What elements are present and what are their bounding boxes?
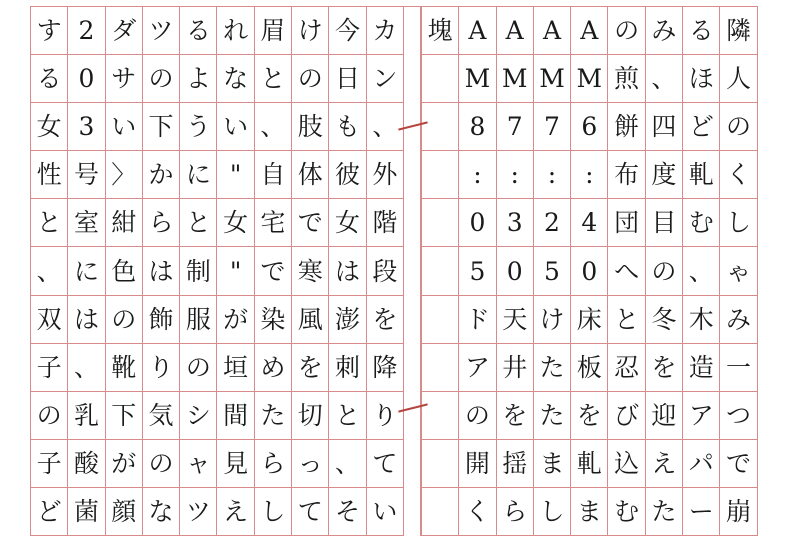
manuscript-cell: に bbox=[68, 247, 104, 295]
manuscript-cell: M bbox=[534, 55, 570, 103]
manuscript-cell: ゃ bbox=[720, 247, 756, 295]
manuscript-cell: 0 bbox=[459, 199, 495, 247]
manuscript-cell: ド bbox=[459, 296, 495, 344]
manuscript-cell: 軋 bbox=[683, 151, 719, 199]
manuscript-cell: 2 bbox=[534, 199, 570, 247]
manuscript-cell: M bbox=[497, 55, 533, 103]
manuscript-cell: 風 bbox=[292, 296, 328, 344]
manuscript-cell: " bbox=[217, 247, 253, 295]
manuscript-cell: 4 bbox=[571, 199, 607, 247]
manuscript-cell: を bbox=[571, 392, 607, 440]
manuscript-cell: 7 bbox=[534, 103, 570, 151]
manuscript-cell: で bbox=[720, 440, 756, 488]
manuscript-cell: 間 bbox=[217, 392, 253, 440]
manuscript-column bbox=[216, 7, 253, 536]
manuscript-cell: 5 bbox=[534, 247, 570, 295]
manuscript-column bbox=[105, 7, 142, 536]
manuscript-cell: ほ bbox=[683, 55, 719, 103]
manuscript-cell-empty bbox=[422, 440, 458, 488]
manuscript-cell: 人 bbox=[720, 55, 756, 103]
manuscript-cell-empty bbox=[422, 344, 458, 392]
manuscript-cell: よ bbox=[180, 55, 216, 103]
manuscript-cell: 子 bbox=[31, 440, 67, 488]
manuscript-cell: 、 bbox=[329, 440, 365, 488]
manuscript-cell: 布 bbox=[608, 151, 644, 199]
manuscript-cell: つ bbox=[720, 392, 756, 440]
manuscript-cell: ま bbox=[534, 440, 570, 488]
manuscript-cell: 号 bbox=[68, 151, 104, 199]
manuscript-cell: カ bbox=[367, 7, 403, 55]
manuscript-cell: の bbox=[31, 392, 67, 440]
manuscript-cell: な bbox=[217, 55, 253, 103]
manuscript-cell: に bbox=[180, 151, 216, 199]
manuscript-cell: し bbox=[534, 488, 570, 536]
manuscript-cell: シ bbox=[180, 392, 216, 440]
manuscript-cell: り bbox=[143, 344, 179, 392]
manuscript-cell-empty bbox=[422, 488, 458, 536]
manuscript-cell: け bbox=[534, 296, 570, 344]
manuscript-cell: 揺 bbox=[497, 440, 533, 488]
manuscript-cell: が bbox=[106, 440, 142, 488]
manuscript-cell: の bbox=[608, 7, 644, 55]
manuscript-cell: は bbox=[143, 247, 179, 295]
manuscript-cell: 床 bbox=[571, 296, 607, 344]
manuscript-cell: 見 bbox=[217, 440, 253, 488]
manuscript-cell: い bbox=[367, 488, 403, 536]
manuscript-cell-empty bbox=[422, 392, 458, 440]
manuscript-cell: み bbox=[720, 296, 756, 344]
manuscript-cell: 日 bbox=[329, 55, 365, 103]
manuscript-cell: い bbox=[217, 103, 253, 151]
manuscript-cell: を bbox=[292, 344, 328, 392]
manuscript-cell: そ bbox=[329, 488, 365, 536]
manuscript-cell: で bbox=[292, 199, 328, 247]
manuscript-cell: ア bbox=[683, 392, 719, 440]
manuscript-column bbox=[30, 7, 67, 536]
manuscript-cell: ど bbox=[31, 488, 67, 536]
manuscript-cell: れ bbox=[217, 7, 253, 55]
manuscript-cell-empty bbox=[422, 296, 458, 344]
manuscript-cell: サ bbox=[106, 55, 142, 103]
manuscript-cell: ー bbox=[683, 488, 719, 536]
manuscript-cell: と bbox=[329, 392, 365, 440]
manuscript-cell: 服 bbox=[180, 296, 216, 344]
manuscript-cell: 崩 bbox=[720, 488, 756, 536]
manuscript-cell: 隣 bbox=[720, 7, 756, 55]
manuscript-cell: の bbox=[646, 247, 682, 295]
manuscript-cell: 外 bbox=[367, 151, 403, 199]
manuscript-column bbox=[142, 7, 179, 536]
manuscript-cell: の bbox=[180, 344, 216, 392]
manuscript-cell: た bbox=[534, 344, 570, 392]
manuscript-cell: 降 bbox=[367, 344, 403, 392]
manuscript-cell: A bbox=[497, 7, 533, 55]
manuscript-cell: を bbox=[646, 344, 682, 392]
manuscript-cell: 込 bbox=[608, 440, 644, 488]
manuscript-cell: 0 bbox=[497, 247, 533, 295]
manuscript-cell: 3 bbox=[68, 103, 104, 151]
manuscript-cell: 、 bbox=[31, 247, 67, 295]
manuscript-cell: 軋 bbox=[571, 440, 607, 488]
manuscript-cell: 板 bbox=[571, 344, 607, 392]
manuscript-cell: の bbox=[292, 55, 328, 103]
manuscript-cell: 5 bbox=[459, 247, 495, 295]
manuscript-cell: ン bbox=[367, 55, 403, 103]
manuscript-cell: 0 bbox=[68, 55, 104, 103]
manuscript-cell: 造 bbox=[683, 344, 719, 392]
manuscript-cell: 乳 bbox=[68, 392, 104, 440]
manuscript-cell: " bbox=[217, 151, 253, 199]
manuscript-cell: し bbox=[255, 488, 291, 536]
manuscript-cell-empty bbox=[422, 199, 458, 247]
manuscript-cell: : bbox=[497, 151, 533, 199]
manuscript-cell: A bbox=[459, 7, 495, 55]
manuscript-cell: で bbox=[255, 247, 291, 295]
manuscript-cell: M bbox=[459, 55, 495, 103]
manuscript-cell: て bbox=[367, 440, 403, 488]
manuscript-column bbox=[607, 7, 644, 536]
manuscript-cell: が bbox=[217, 296, 253, 344]
manuscript-cell: む bbox=[608, 488, 644, 536]
manuscript-cell: 宅 bbox=[255, 199, 291, 247]
manuscript-column bbox=[421, 7, 458, 536]
manuscript-grid bbox=[30, 6, 758, 536]
manuscript-column bbox=[533, 7, 570, 536]
manuscript-cell: ら bbox=[143, 199, 179, 247]
center-gutter bbox=[403, 7, 421, 536]
manuscript-cell: の bbox=[459, 392, 495, 440]
manuscript-cell: し bbox=[720, 199, 756, 247]
manuscript-cell: ま bbox=[571, 488, 607, 536]
manuscript-cell: 染 bbox=[255, 296, 291, 344]
manuscript-cell: 下 bbox=[106, 392, 142, 440]
manuscript-column bbox=[458, 7, 495, 536]
manuscript-cell: 顔 bbox=[106, 488, 142, 536]
manuscript-cell: 忍 bbox=[608, 344, 644, 392]
manuscript-cell: M bbox=[571, 55, 607, 103]
manuscript-cell: 色 bbox=[106, 247, 142, 295]
manuscript-cell: 〉 bbox=[106, 151, 142, 199]
manuscript-cell: ら bbox=[255, 440, 291, 488]
manuscript-cell-empty bbox=[422, 247, 458, 295]
manuscript-cell: る bbox=[683, 7, 719, 55]
manuscript-column bbox=[570, 7, 607, 536]
manuscript-cell: り bbox=[367, 392, 403, 440]
manuscript-cell: 塊 bbox=[422, 7, 458, 55]
manuscript-cell: へ bbox=[608, 247, 644, 295]
manuscript-cell: 酸 bbox=[68, 440, 104, 488]
manuscript-cell: 迎 bbox=[646, 392, 682, 440]
manuscript-cell: 刺 bbox=[329, 344, 365, 392]
manuscript-cell: 天 bbox=[497, 296, 533, 344]
manuscript-column bbox=[719, 7, 756, 536]
manuscript-cell: の bbox=[143, 55, 179, 103]
manuscript-cell: A bbox=[534, 7, 570, 55]
manuscript-cell: ツ bbox=[143, 7, 179, 55]
manuscript-cell: を bbox=[497, 392, 533, 440]
manuscript-cell: え bbox=[217, 488, 253, 536]
manuscript-cell: る bbox=[31, 55, 67, 103]
manuscript-cell: ら bbox=[497, 488, 533, 536]
manuscript-cell: パ bbox=[683, 440, 719, 488]
manuscript-cell: く bbox=[720, 151, 756, 199]
manuscript-cell: 度 bbox=[646, 151, 682, 199]
manuscript-cell: す bbox=[31, 7, 67, 55]
manuscript-cell: ダ bbox=[106, 7, 142, 55]
manuscript-cell: 寒 bbox=[292, 247, 328, 295]
manuscript-cell: と bbox=[180, 199, 216, 247]
manuscript-cell: 、 bbox=[255, 103, 291, 151]
manuscript-cell-empty bbox=[422, 103, 458, 151]
manuscript-cell: 女 bbox=[31, 103, 67, 151]
manuscript-cell: る bbox=[180, 7, 216, 55]
manuscript-column bbox=[682, 7, 719, 536]
manuscript-cell: た bbox=[534, 392, 570, 440]
manuscript-cell: A bbox=[571, 7, 607, 55]
manuscript-cell: 、 bbox=[68, 344, 104, 392]
manuscript-cell: 団 bbox=[608, 199, 644, 247]
manuscript-cell: び bbox=[608, 392, 644, 440]
manuscript-cell: 、 bbox=[367, 103, 403, 151]
manuscript-cell: は bbox=[68, 296, 104, 344]
manuscript-cell: み bbox=[646, 7, 682, 55]
manuscript-cell: 木 bbox=[683, 296, 719, 344]
manuscript-cell: : bbox=[459, 151, 495, 199]
manuscript-cell: な bbox=[143, 488, 179, 536]
manuscript-cell: と bbox=[255, 55, 291, 103]
manuscript-cell: 双 bbox=[31, 296, 67, 344]
manuscript-cell: 自 bbox=[255, 151, 291, 199]
manuscript-cell: ど bbox=[683, 103, 719, 151]
manuscript-cell: 0 bbox=[571, 247, 607, 295]
manuscript-cell: 女 bbox=[217, 199, 253, 247]
manuscript-cell: 気 bbox=[143, 392, 179, 440]
manuscript-cell: た bbox=[255, 392, 291, 440]
manuscript-cell: え bbox=[646, 440, 682, 488]
manuscript-cell: 目 bbox=[646, 199, 682, 247]
manuscript-cell: 6 bbox=[571, 103, 607, 151]
manuscript-cell: 彼 bbox=[329, 151, 365, 199]
manuscript-cell: 階 bbox=[367, 199, 403, 247]
manuscript-cell: 冬 bbox=[646, 296, 682, 344]
manuscript-cell-empty bbox=[422, 55, 458, 103]
manuscript-cell: 今 bbox=[329, 7, 365, 55]
manuscript-cell: を bbox=[367, 296, 403, 344]
manuscript-cell: 肢 bbox=[292, 103, 328, 151]
manuscript-cell: む bbox=[683, 199, 719, 247]
manuscript-cell: 一 bbox=[720, 344, 756, 392]
manuscript-column bbox=[366, 7, 403, 536]
manuscript-cell: っ bbox=[292, 440, 328, 488]
manuscript-cell: け bbox=[292, 7, 328, 55]
manuscript-cell: 子 bbox=[31, 344, 67, 392]
manuscript-cell: の bbox=[143, 440, 179, 488]
manuscript-cell: め bbox=[255, 344, 291, 392]
manuscript-cell: た bbox=[646, 488, 682, 536]
manuscript-cell-empty bbox=[422, 151, 458, 199]
manuscript-cell: : bbox=[571, 151, 607, 199]
manuscript-cell: 四 bbox=[646, 103, 682, 151]
manuscript-cell: ア bbox=[459, 344, 495, 392]
manuscript-cell: て bbox=[292, 488, 328, 536]
manuscript-cell: か bbox=[143, 151, 179, 199]
manuscript-cell: 体 bbox=[292, 151, 328, 199]
manuscript-cell: 性 bbox=[31, 151, 67, 199]
manuscript-cell: 2 bbox=[68, 7, 104, 55]
manuscript-cell: ャ bbox=[180, 440, 216, 488]
manuscript-cell: 、 bbox=[683, 247, 719, 295]
manuscript-column bbox=[254, 7, 291, 536]
manuscript-cell: の bbox=[106, 296, 142, 344]
manuscript-cell: ツ bbox=[180, 488, 216, 536]
manuscript-cell: 垣 bbox=[217, 344, 253, 392]
manuscript-cell: 眉 bbox=[255, 7, 291, 55]
manuscript-cell: 開 bbox=[459, 440, 495, 488]
manuscript-cell: 井 bbox=[497, 344, 533, 392]
manuscript-cell: 段 bbox=[367, 247, 403, 295]
manuscript-column bbox=[291, 7, 328, 536]
manuscript-cell: : bbox=[534, 151, 570, 199]
manuscript-cell: 煎 bbox=[608, 55, 644, 103]
manuscript-column bbox=[328, 7, 365, 536]
manuscript-cell: う bbox=[180, 103, 216, 151]
manuscript-cell: は bbox=[329, 247, 365, 295]
manuscript-cell: 室 bbox=[68, 199, 104, 247]
manuscript-column bbox=[179, 7, 216, 536]
manuscript-cell: と bbox=[31, 199, 67, 247]
manuscript-cell: 飾 bbox=[143, 296, 179, 344]
manuscript-cell: 3 bbox=[497, 199, 533, 247]
manuscript-cell: の bbox=[720, 103, 756, 151]
manuscript-column bbox=[645, 7, 682, 536]
manuscript-column bbox=[496, 7, 533, 536]
manuscript-cell: 7 bbox=[497, 103, 533, 151]
manuscript-cell: 8 bbox=[459, 103, 495, 151]
manuscript-cell: 靴 bbox=[106, 344, 142, 392]
manuscript-cell: 、 bbox=[646, 55, 682, 103]
manuscript-cell: 菌 bbox=[68, 488, 104, 536]
manuscript-cell: 制 bbox=[180, 247, 216, 295]
manuscript-column bbox=[67, 7, 104, 536]
manuscript-cell: 切 bbox=[292, 392, 328, 440]
manuscript-cell: も bbox=[329, 103, 365, 151]
manuscript-cell: く bbox=[459, 488, 495, 536]
manuscript-cell: 紺 bbox=[106, 199, 142, 247]
manuscript-cell: 下 bbox=[143, 103, 179, 151]
manuscript-cell: 澎 bbox=[329, 296, 365, 344]
manuscript-cell: 餅 bbox=[608, 103, 644, 151]
manuscript-cell: 女 bbox=[329, 199, 365, 247]
manuscript-cell: と bbox=[608, 296, 644, 344]
manuscript-cell: い bbox=[106, 103, 142, 151]
